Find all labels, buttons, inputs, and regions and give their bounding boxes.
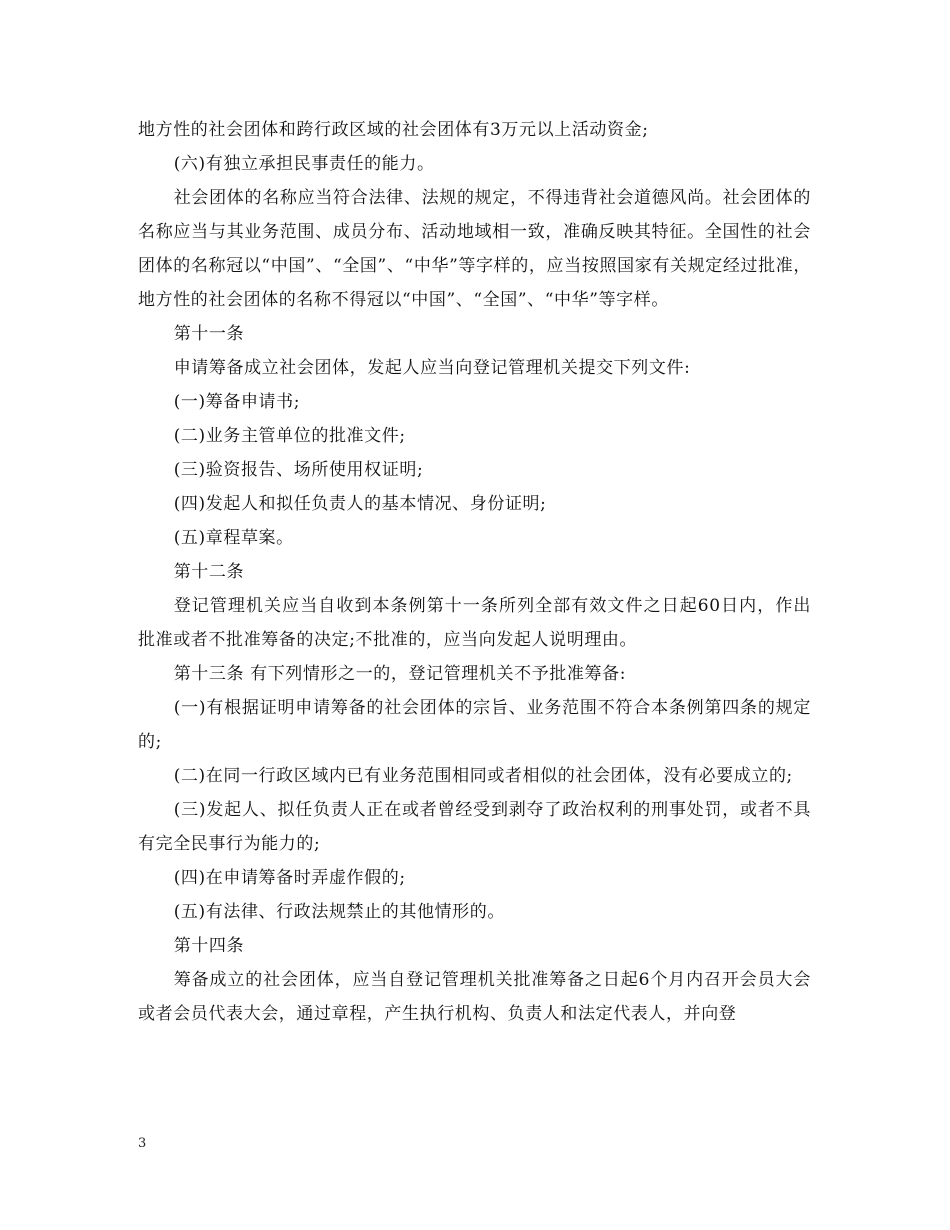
list-item-1: (一)筹备申请书; [173,392,301,412]
paragraph-1: 地方性的社会团体和跨行政区域的社会团体有3万元以上活动资金; [138,120,649,140]
page-number: 3 [138,1136,147,1151]
list-item-3: (三)验资报告、场所使用权证明; [173,460,424,480]
list-item-2: (二)业务主管单位的批准文件; [173,426,406,446]
paragraph-2: (六)有独立承担民事责任的能力。 [173,154,435,174]
list-item-13-4: (四)在申请筹备时弄虚作假的; [173,868,406,888]
list-item-5: (五)章程草案。 [173,528,294,548]
paragraph-12: 登记管理机关应当自收到本条例第十一条所列全部有效文件之日起60日内，作出批准或者不批准筹备的决定;不批准的，应当向发起人说明理由。 [138,596,811,650]
list-item-4: (四)发起人和拟任负责人的基本情况、身份证明; [173,494,547,514]
list-item-13-3: (三)发起人、拟任负责人正在或者曾经受到剥夺了政治权利的刑事处罚，或者不具有完全民事行为能力的; [138,800,811,854]
paragraph-3: 社会团体的名称应当符合法律、法规的规定，不得违背社会道德风尚。社会团体的名称应当与其业务范围、成员分布、活动地域相一致，准确反映其特征。全国性的社会团体的名称冠以“中国”、“全国”、“中华”等字样的，应当按照国家有关规定经过批准，地方性的社会团体的名称不得冠以“中国”、“全国”、“中华”等字样。 [138,188,811,310]
article-12-heading: 第十二条 [173,562,245,582]
list-item-13-1: (一)有根据证明申请筹备的社会团体的宗旨、业务范围不符合本条例第四条的规定的; [138,698,811,752]
paragraph-5: 申请筹备成立社会团体，发起人应当向登记管理机关提交下列文件: [173,358,691,378]
article-13-heading: 第十三条 有下列情形之一的，登记管理机关不予批准筹备: [173,664,627,684]
article-11-heading: 第十一条 [173,324,245,344]
list-item-13-2: (二)在同一行政区域内已有业务范围相同或者相似的社会团体，没有必要成立的; [173,766,793,786]
article-14-heading: 第十四条 [173,936,245,956]
list-item-13-5: (五)有法律、行政法规禁止的其他情形的。 [173,902,505,922]
document-body [138,113,811,1031]
paragraph-20: 筹备成立的社会团体，应当自登记管理机关批准筹备之日起6个月内召开会员大会或者会员代表大会，通过章程，产生执行机构、负责人和法定代表人，并向登 [138,970,811,1024]
